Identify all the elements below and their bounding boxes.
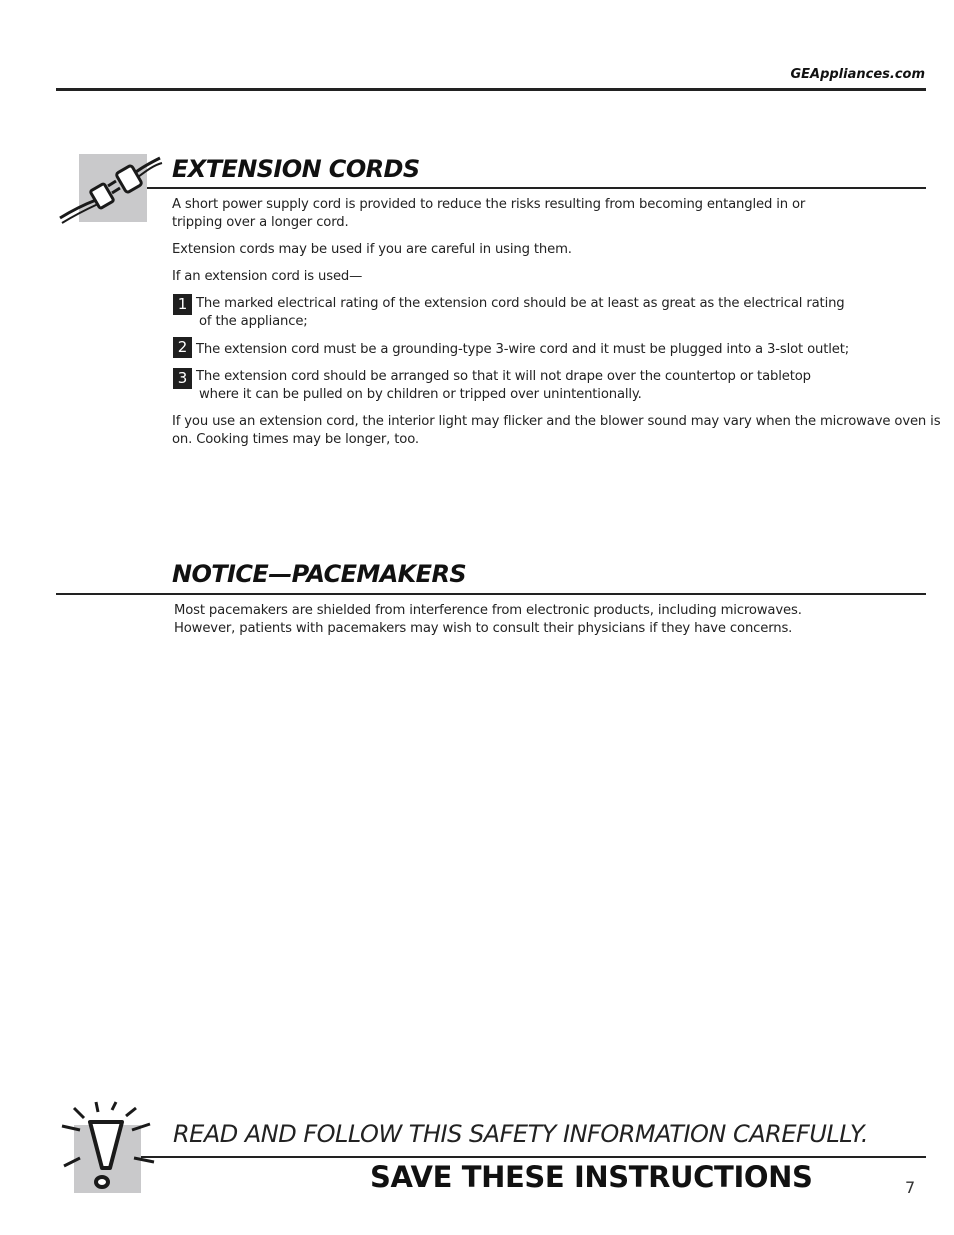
power-plug-icon: [58, 150, 162, 228]
warning-exclamation-icon: [58, 1100, 162, 1200]
pacemakers-title: NOTICE—PACEMAKERS: [172, 560, 467, 588]
closing-paragraph: [172, 413, 940, 449]
list-item: [196, 295, 845, 331]
list-item-line: The marked electrical rating of the extension cord should be at least as great as the electrical rating: [196, 296, 845, 311]
save-instructions-heading: SAVE THESE INSTRUCTIONS: [370, 1160, 813, 1194]
list-item: [196, 341, 849, 359]
list-item: [196, 368, 811, 404]
site-url[interactable]: GEAppliances.com: [790, 67, 925, 82]
footer-divider: [141, 1156, 926, 1158]
intro-line: A short power supply cord is provided to reduce the risks resulting from becoming entangled in or: [172, 197, 806, 212]
page-number: 7: [905, 1178, 916, 1197]
pacemakers-line: However, patients with pacemakers may wish to consult their physicians if they have concerns.: [174, 621, 793, 636]
list-item-line: The extension cord must be a grounding-type 3-wire cord and it must be plugged into a 3-slot outlet;: [196, 342, 850, 357]
intro-line: tripping over a longer cord.: [172, 215, 349, 230]
item-number-badge: 2: [173, 337, 192, 358]
read-follow-heading: READ AND FOLLOW THIS SAFETY INFORMATION CAREFULLY.: [173, 1120, 869, 1148]
if-used-paragraph: If an extension cord is used—: [172, 269, 363, 284]
pacemakers-paragraph: [174, 602, 802, 638]
closing-line: If you use an extension cord, the interior light may flicker and the blower sound may vary when the microwave oven is: [172, 414, 941, 429]
pacemakers-divider: [56, 593, 926, 595]
header-divider: [56, 88, 926, 91]
item-number-badge: 3: [173, 368, 192, 389]
extension-cords-title: EXTENSION CORDS: [172, 155, 420, 183]
extension-cords-divider: [147, 187, 926, 189]
may-be-used-paragraph: Extension cords may be used if you are careful in using them.: [172, 242, 572, 257]
item-number-badge: 1: [173, 294, 192, 315]
list-item-line: The extension cord should be arranged so that it will not drape over the countertop or tabletop: [196, 369, 811, 384]
intro-paragraph: [172, 196, 805, 232]
pacemakers-line: Most pacemakers are shielded from interference from electronic products, including microwaves.: [174, 603, 802, 618]
list-item-line: of the appliance;: [199, 314, 308, 329]
list-item-line: where it can be pulled on by children or tripped over unintentionally.: [199, 387, 642, 402]
closing-line: on. Cooking times may be longer, too.: [172, 432, 419, 447]
